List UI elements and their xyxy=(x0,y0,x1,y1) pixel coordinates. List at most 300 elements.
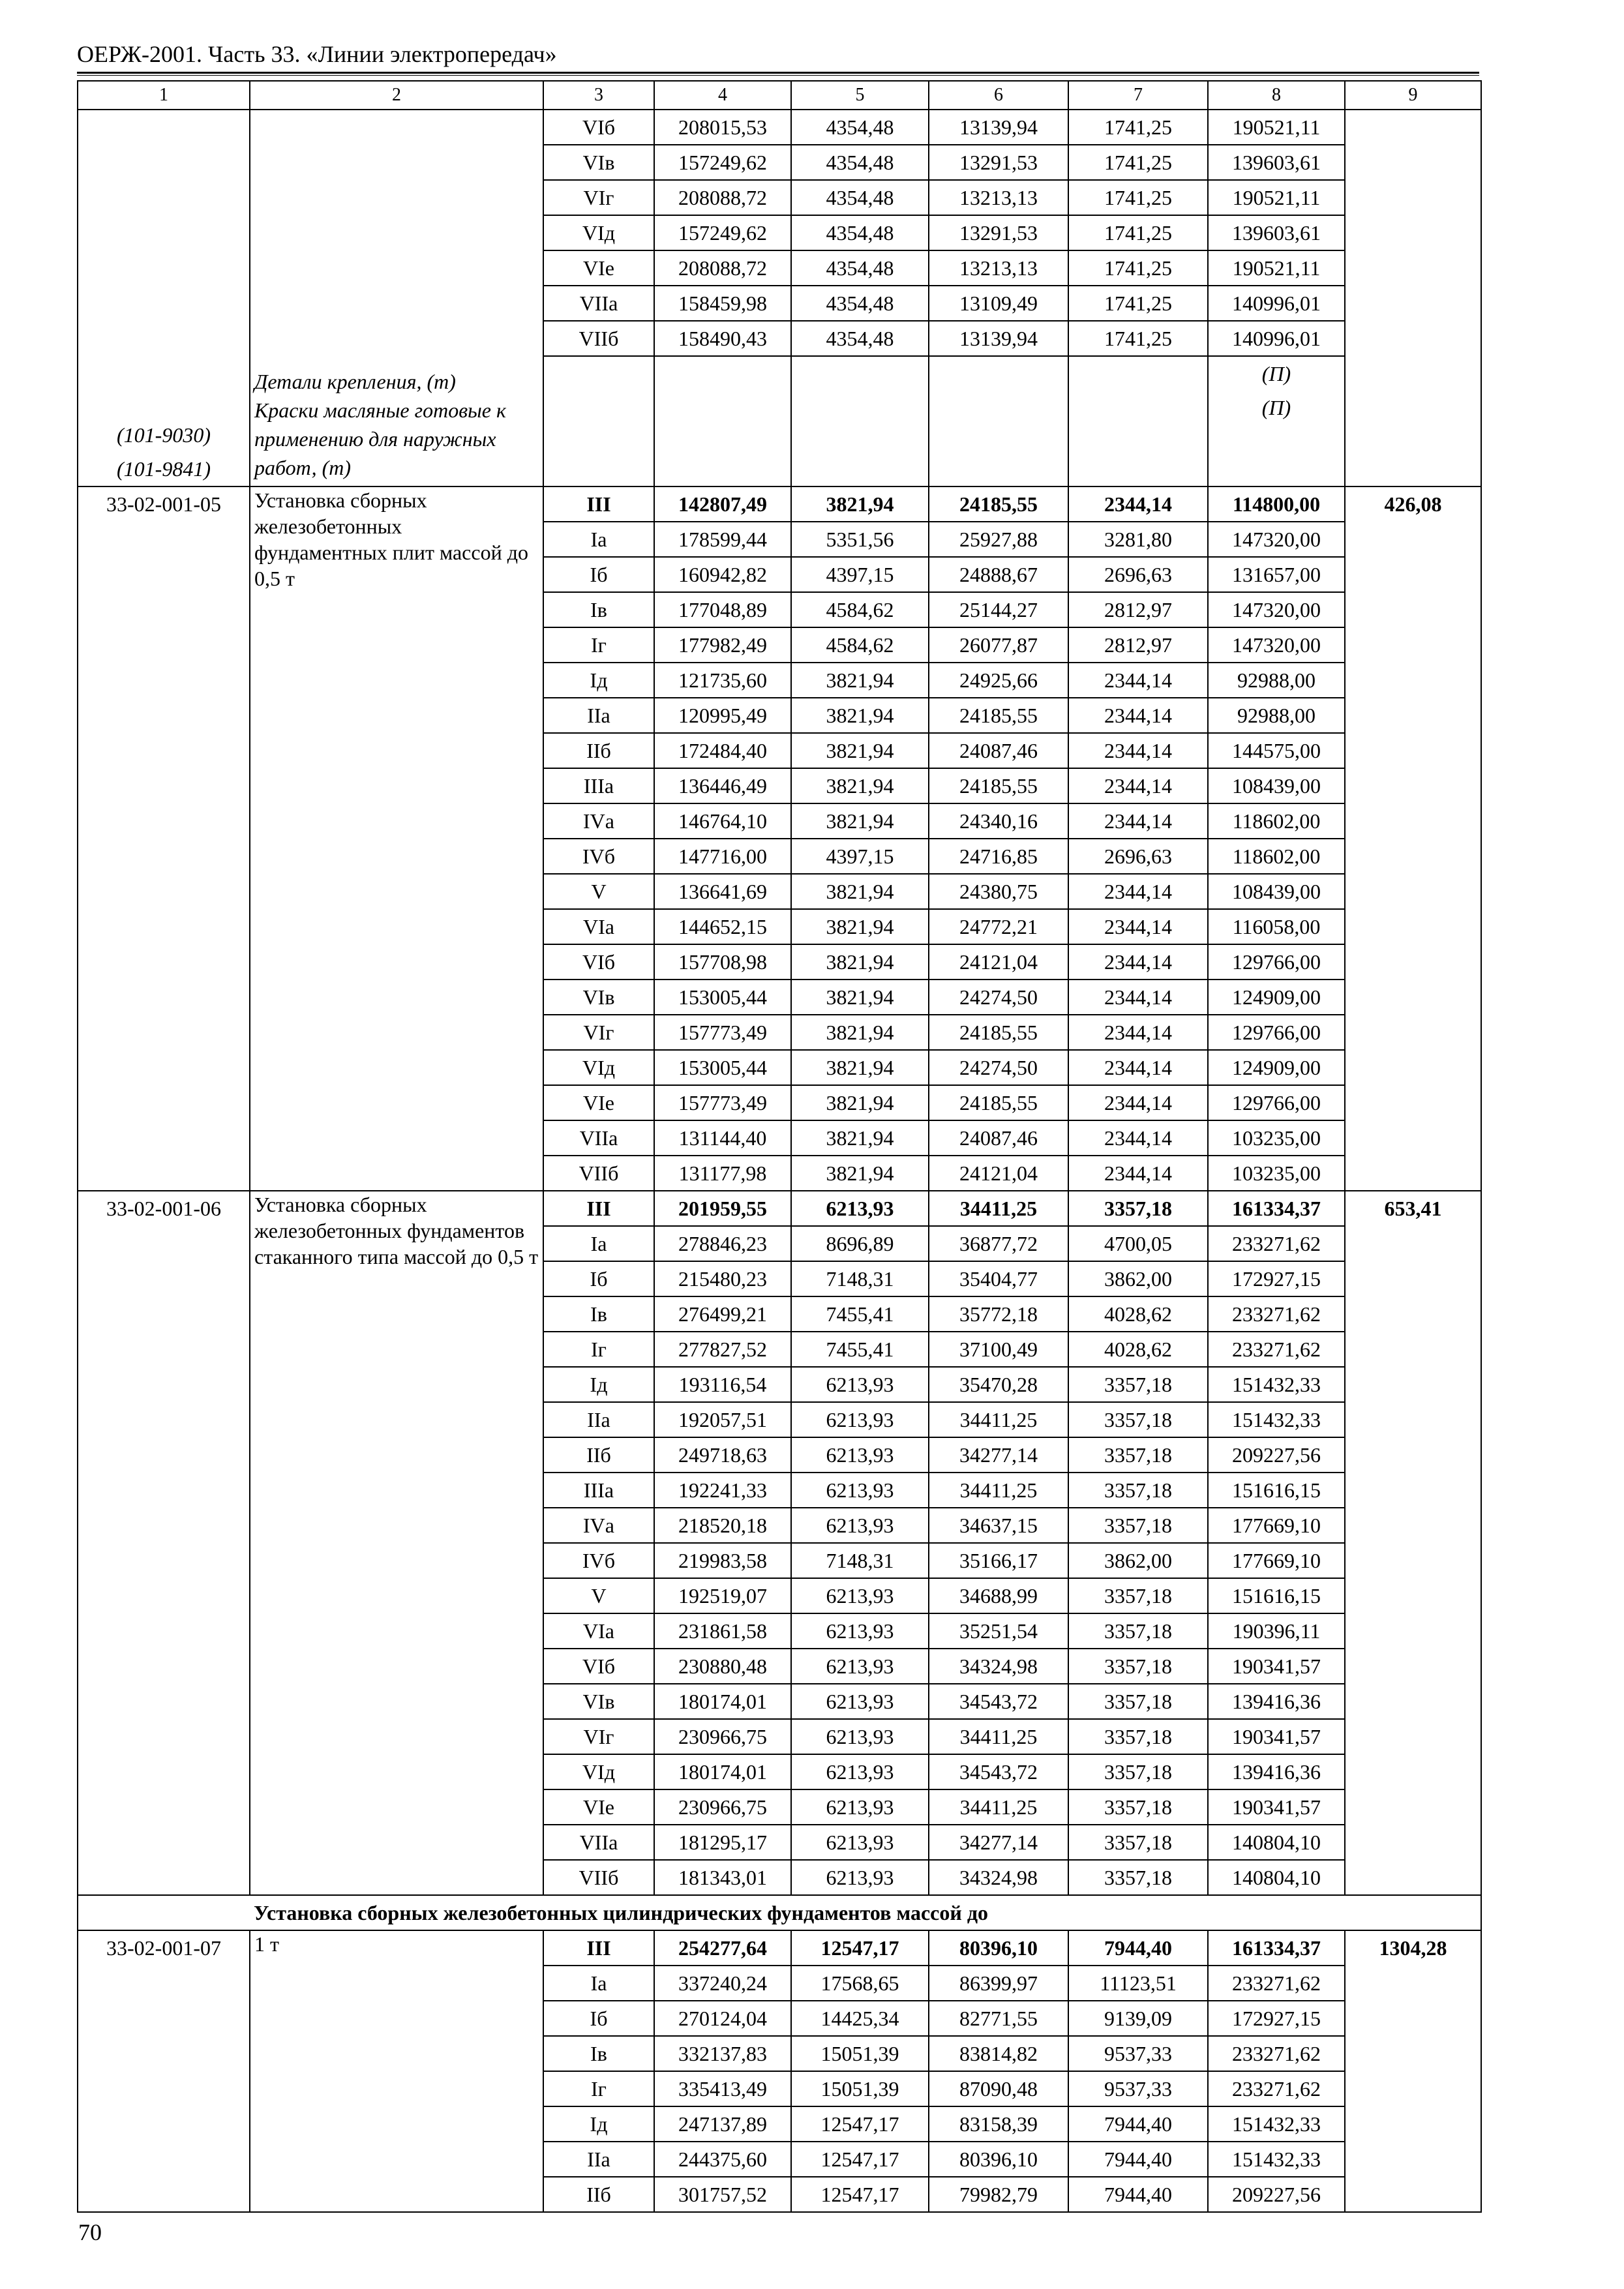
column-number-row xyxy=(78,81,1481,110)
table-row xyxy=(78,1930,1481,1966)
operator-wage-cell: 2344,14 xyxy=(1068,1085,1208,1120)
labor-cost-cell: 6213,93 xyxy=(791,1578,929,1613)
operator-wage-cell: 4028,62 xyxy=(1068,1296,1208,1332)
total-cost-cell: 335413,49 xyxy=(654,2071,791,2106)
rate-description: Установка сборных железобетонных фундаментов стаканного типа массой до 0,5 т xyxy=(250,1191,543,1895)
operator-wage-cell: 3862,00 xyxy=(1068,1261,1208,1296)
zone-cell: IIб xyxy=(543,2177,654,2212)
materials-cost-cell: 139603,61 xyxy=(1208,215,1345,250)
labor-cost-cell: 15051,39 xyxy=(791,2036,929,2071)
materials-cost-cell: 108439,00 xyxy=(1208,874,1345,909)
zone-cell: III xyxy=(543,1191,654,1226)
zone-cell: VIIб xyxy=(543,321,654,356)
column-number: 1 xyxy=(78,81,250,110)
zone-cell: VIIб xyxy=(543,1860,654,1895)
labor-cost-cell: 12547,17 xyxy=(791,2142,929,2177)
zone-cell: VIг xyxy=(543,1719,654,1754)
empty-cell xyxy=(791,356,929,486)
labor-cost-cell: 7148,31 xyxy=(791,1261,929,1296)
total-cost-cell: 177048,89 xyxy=(654,592,791,627)
materials-cost-cell: 233271,62 xyxy=(1208,1332,1345,1367)
operator-wage-cell: 3357,18 xyxy=(1068,1508,1208,1543)
labor-cost-cell: 7148,31 xyxy=(791,1543,929,1578)
operator-wage-cell: 1741,25 xyxy=(1068,286,1208,321)
labor-cost-cell: 12547,17 xyxy=(791,2177,929,2212)
materials-cost-cell: 172927,15 xyxy=(1208,2001,1345,2036)
zone-cell: IIа xyxy=(543,2142,654,2177)
empty-cell xyxy=(78,1895,250,1930)
operator-wage-cell: 3357,18 xyxy=(1068,1613,1208,1649)
operator-wage-cell: 2344,14 xyxy=(1068,1050,1208,1085)
operator-wage-cell: 2696,63 xyxy=(1068,557,1208,592)
zone-cell: IVб xyxy=(543,1543,654,1578)
materials-cost-cell: 151432,33 xyxy=(1208,1402,1345,1437)
total-cost-cell: 193116,54 xyxy=(654,1367,791,1402)
total-cost-cell: 180174,01 xyxy=(654,1754,791,1789)
materials-cost-cell: 118602,00 xyxy=(1208,839,1345,874)
operator-wage-cell: 2696,63 xyxy=(1068,839,1208,874)
machine-cost-cell: 24925,66 xyxy=(929,663,1068,698)
total-cost-cell: 136641,69 xyxy=(654,874,791,909)
total-cost-cell: 172484,40 xyxy=(654,733,791,768)
materials-cost-cell: 172927,15 xyxy=(1208,1261,1345,1296)
materials-cost-cell: 118602,00 xyxy=(1208,803,1345,839)
total-cost-cell: 332137,83 xyxy=(654,2036,791,2071)
materials-cost-cell: 190521,11 xyxy=(1208,110,1345,145)
zone-cell: IIб xyxy=(543,733,654,768)
materials-cost-cell: 114800,00 xyxy=(1208,486,1345,522)
total-cost-cell: 201959,55 xyxy=(654,1191,791,1226)
operator-wage-cell: 3357,18 xyxy=(1068,1860,1208,1895)
materials-cost-cell: 140804,10 xyxy=(1208,1825,1345,1860)
materials-cost-cell: 151432,33 xyxy=(1208,2106,1345,2142)
labor-cost-cell: 3821,94 xyxy=(791,874,929,909)
materials-cost-cell: 139603,61 xyxy=(1208,145,1345,180)
zone-cell: IIIа xyxy=(543,768,654,803)
total-cost-cell: 157773,49 xyxy=(654,1085,791,1120)
materials-cost-cell: 147320,00 xyxy=(1208,522,1345,557)
materials-cost-cell: 209227,56 xyxy=(1208,2177,1345,2212)
machine-cost-cell: 35251,54 xyxy=(929,1613,1068,1649)
total-cost-cell: 120995,49 xyxy=(654,698,791,733)
column-number: 6 xyxy=(929,81,1068,110)
machine-cost-cell: 13291,53 xyxy=(929,145,1068,180)
labor-cost-cell: 6213,93 xyxy=(791,1191,929,1226)
labor-cost-cell: 7455,41 xyxy=(791,1332,929,1367)
material-name: Детали крепления, (т) xyxy=(254,370,456,393)
zone-cell: IIа xyxy=(543,698,654,733)
operator-wage-cell: 1741,25 xyxy=(1068,321,1208,356)
zone-cell: V xyxy=(543,874,654,909)
materials-cost-cell: 233271,62 xyxy=(1208,1966,1345,2001)
total-cost-cell: 192057,51 xyxy=(654,1402,791,1437)
total-cost-cell: 131177,98 xyxy=(654,1156,791,1191)
header-rule xyxy=(77,72,1479,74)
table-body xyxy=(78,110,1481,2212)
zone-cell: III xyxy=(543,486,654,522)
page-number: 70 xyxy=(78,2219,102,2245)
operator-wage-cell: 3357,18 xyxy=(1068,1825,1208,1860)
operator-wage-cell: 2812,97 xyxy=(1068,592,1208,627)
materials-cost-cell: 147320,00 xyxy=(1208,592,1345,627)
machine-cost-cell: 34324,98 xyxy=(929,1649,1068,1684)
operator-wage-cell: 3357,18 xyxy=(1068,1684,1208,1719)
machine-cost-cell: 80396,10 xyxy=(929,2142,1068,2177)
machine-cost-cell: 83158,39 xyxy=(929,2106,1068,2142)
rate-description: Установка сборных железобетонных фундаментных плит массой до 0,5 т xyxy=(250,486,543,1191)
machine-cost-cell: 24121,04 xyxy=(929,944,1068,980)
total-cost-cell: 219983,58 xyxy=(654,1543,791,1578)
operator-wage-cell: 2344,14 xyxy=(1068,909,1208,944)
total-cost-cell: 301757,52 xyxy=(654,2177,791,2212)
total-cost-cell: 231861,58 xyxy=(654,1613,791,1649)
total-cost-cell: 157773,49 xyxy=(654,1015,791,1050)
total-cost-cell: 157249,62 xyxy=(654,145,791,180)
operator-wage-cell: 1741,25 xyxy=(1068,145,1208,180)
labor-cost-cell: 4354,48 xyxy=(791,250,929,286)
material-mark: (П) xyxy=(1261,396,1291,419)
operator-wage-cell: 2344,14 xyxy=(1068,733,1208,768)
total-cost-cell: 192519,07 xyxy=(654,1578,791,1613)
zone-cell: IIIа xyxy=(543,1473,654,1508)
zone-cell: Iб xyxy=(543,2001,654,2036)
machine-cost-cell: 13109,49 xyxy=(929,286,1068,321)
rate-code: 33-02-001-05 xyxy=(78,486,250,1191)
machine-cost-cell: 13213,13 xyxy=(929,250,1068,286)
zone-cell: VIб xyxy=(543,110,654,145)
machine-cost-cell: 34637,15 xyxy=(929,1508,1068,1543)
labor-cost-cell: 6213,93 xyxy=(791,1402,929,1437)
column-number: 3 xyxy=(543,81,654,110)
materials-cost-cell: 151616,15 xyxy=(1208,1473,1345,1508)
labor-cost-cell: 3821,94 xyxy=(791,733,929,768)
labor-cost-cell: 4354,48 xyxy=(791,321,929,356)
zone-cell: VIг xyxy=(543,1015,654,1050)
labor-cost-cell: 6213,93 xyxy=(791,1613,929,1649)
material-code: (101-9030) xyxy=(117,423,211,447)
zone-cell: Iд xyxy=(543,1367,654,1402)
machine-cost-cell: 35470,28 xyxy=(929,1367,1068,1402)
total-cost-cell: 244375,60 xyxy=(654,2142,791,2177)
material-name: Краски масляные готовые к применению для наружных работ, (т) xyxy=(254,398,506,479)
zone-cell: VIе xyxy=(543,1789,654,1825)
machine-cost-cell: 24087,46 xyxy=(929,1120,1068,1156)
operator-wage-cell: 4700,05 xyxy=(1068,1226,1208,1261)
labor-cost-cell: 7455,41 xyxy=(791,1296,929,1332)
section-heading-row xyxy=(78,1895,1481,1930)
operator-wage-cell: 3281,80 xyxy=(1068,522,1208,557)
machine-cost-cell: 26077,87 xyxy=(929,627,1068,663)
materials-cost-cell: 209227,56 xyxy=(1208,1437,1345,1473)
machine-cost-cell: 35166,17 xyxy=(929,1543,1068,1578)
zone-cell: IVб xyxy=(543,839,654,874)
operator-wage-cell: 3357,18 xyxy=(1068,1191,1208,1226)
machine-cost-cell: 80396,10 xyxy=(929,1930,1068,1966)
labor-cost-cell: 3821,94 xyxy=(791,803,929,839)
machine-cost-cell: 24087,46 xyxy=(929,733,1068,768)
zone-cell: Iа xyxy=(543,522,654,557)
labor-cost-cell: 4584,62 xyxy=(791,627,929,663)
machine-cost-cell: 34411,25 xyxy=(929,1789,1068,1825)
labor-cost-cell: 4584,62 xyxy=(791,592,929,627)
operator-wage-cell: 1741,25 xyxy=(1068,110,1208,145)
machine-cost-cell: 24274,50 xyxy=(929,980,1068,1015)
materials-cost-cell: 151432,33 xyxy=(1208,1367,1345,1402)
machine-cost-cell: 13139,94 xyxy=(929,110,1068,145)
total-cost-cell: 181343,01 xyxy=(654,1860,791,1895)
zone-cell: VIв xyxy=(543,980,654,1015)
materials-cost-cell: 233271,62 xyxy=(1208,1226,1345,1261)
column-number: 2 xyxy=(250,81,543,110)
total-cost-cell: 208015,53 xyxy=(654,110,791,145)
labor-cost-cell: 6213,93 xyxy=(791,1860,929,1895)
materials-cost-cell: 92988,00 xyxy=(1208,663,1345,698)
machine-cost-cell: 25927,88 xyxy=(929,522,1068,557)
labor-cost-cell: 6213,93 xyxy=(791,1719,929,1754)
total-cost-cell: 136446,49 xyxy=(654,768,791,803)
labor-cost-cell: 4354,48 xyxy=(791,145,929,180)
materials-cost-cell: 190521,11 xyxy=(1208,180,1345,215)
zone-cell: Iг xyxy=(543,627,654,663)
operator-wage-cell: 3357,18 xyxy=(1068,1719,1208,1754)
empty-cell xyxy=(543,356,654,486)
machine-cost-cell: 34411,25 xyxy=(929,1473,1068,1508)
total-cost-cell: 181295,17 xyxy=(654,1825,791,1860)
machine-cost-cell: 34543,72 xyxy=(929,1754,1068,1789)
labor-cost-cell: 6213,93 xyxy=(791,1789,929,1825)
empty-cell xyxy=(654,356,791,486)
zone-cell: IVа xyxy=(543,803,654,839)
zone-cell: VIв xyxy=(543,145,654,180)
operator-wage-cell: 1741,25 xyxy=(1068,180,1208,215)
labor-cost-cell: 4354,48 xyxy=(791,286,929,321)
machine-cost-cell: 13213,13 xyxy=(929,180,1068,215)
operator-wage-cell: 4028,62 xyxy=(1068,1332,1208,1367)
operator-wage-cell: 3357,18 xyxy=(1068,1754,1208,1789)
operator-wage-cell: 7944,40 xyxy=(1068,1930,1208,1966)
zone-cell: Iб xyxy=(543,1261,654,1296)
total-cost-cell: 208088,72 xyxy=(654,180,791,215)
total-cost-cell: 247137,89 xyxy=(654,2106,791,2142)
operator-wage-cell: 7944,40 xyxy=(1068,2106,1208,2142)
total-cost-cell: 215480,23 xyxy=(654,1261,791,1296)
operator-wage-cell: 9537,33 xyxy=(1068,2071,1208,2106)
materials-cost-cell: 124909,00 xyxy=(1208,980,1345,1015)
table-row xyxy=(78,1191,1481,1226)
materials-cost-cell: 190341,57 xyxy=(1208,1649,1345,1684)
table-row xyxy=(78,110,1481,145)
machine-cost-cell: 34411,25 xyxy=(929,1191,1068,1226)
total-cost-cell: 131144,40 xyxy=(654,1120,791,1156)
total-cost-cell: 153005,44 xyxy=(654,980,791,1015)
labor-cost-cell: 4397,15 xyxy=(791,557,929,592)
rates-table xyxy=(77,80,1482,2213)
total-cost-cell: 158459,98 xyxy=(654,286,791,321)
machine-cost-cell: 35772,18 xyxy=(929,1296,1068,1332)
total-cost-cell: 230966,75 xyxy=(654,1719,791,1754)
labor-cost-cell: 3821,94 xyxy=(791,980,929,1015)
zone-cell: IIб xyxy=(543,1437,654,1473)
operator-wage-cell: 2344,14 xyxy=(1068,874,1208,909)
labor-cost-cell: 4397,15 xyxy=(791,839,929,874)
total-cost-cell: 208088,72 xyxy=(654,250,791,286)
machine-cost-cell: 36877,72 xyxy=(929,1226,1068,1261)
materials-cost-cell: 124909,00 xyxy=(1208,1050,1345,1085)
zone-cell: VIа xyxy=(543,909,654,944)
machine-cost-cell: 34411,25 xyxy=(929,1402,1068,1437)
labor-cost-cell: 12547,17 xyxy=(791,2106,929,2142)
zone-cell: VIб xyxy=(543,1649,654,1684)
total-cost-cell: 144652,15 xyxy=(654,909,791,944)
operator-wage-cell: 3357,18 xyxy=(1068,1789,1208,1825)
total-cost-cell: 254277,64 xyxy=(654,1930,791,1966)
labor-cost-cell: 6213,93 xyxy=(791,1649,929,1684)
total-cost-cell: 270124,04 xyxy=(654,2001,791,2036)
materials-cost-cell: 151432,33 xyxy=(1208,2142,1345,2177)
operator-wage-cell: 2344,14 xyxy=(1068,803,1208,839)
zone-cell: Iг xyxy=(543,1332,654,1367)
labor-cost-cell: 3821,94 xyxy=(791,909,929,944)
total-cost-cell: 178599,44 xyxy=(654,522,791,557)
machine-cost-cell: 24185,55 xyxy=(929,768,1068,803)
labor-cost-cell: 6213,93 xyxy=(791,1508,929,1543)
zone-cell: IVа xyxy=(543,1508,654,1543)
zone-cell: Iв xyxy=(543,1296,654,1332)
machine-cost-cell: 82771,55 xyxy=(929,2001,1068,2036)
operator-wage-cell: 1741,25 xyxy=(1068,250,1208,286)
materials-cost-cell: 140804,10 xyxy=(1208,1860,1345,1895)
zone-cell: VIIб xyxy=(543,1156,654,1191)
material-code: (101-9841) xyxy=(117,457,211,481)
materials-cost-cell: 190341,57 xyxy=(1208,1789,1345,1825)
operator-wage-cell: 3357,18 xyxy=(1068,1437,1208,1473)
labor-cost-cell: 6213,93 xyxy=(791,1437,929,1473)
operator-wage-cell: 3357,18 xyxy=(1068,1402,1208,1437)
operator-wage-cell: 3357,18 xyxy=(1068,1578,1208,1613)
total-cost-cell: 142807,49 xyxy=(654,486,791,522)
operator-wage-cell: 3357,18 xyxy=(1068,1473,1208,1508)
labor-cost-cell: 17568,65 xyxy=(791,1966,929,2001)
materials-cost-cell: 139416,36 xyxy=(1208,1684,1345,1719)
operator-wage-cell: 2344,14 xyxy=(1068,980,1208,1015)
empty-cell xyxy=(929,356,1068,486)
operator-wage-cell: 2344,14 xyxy=(1068,663,1208,698)
machine-cost-cell: 24274,50 xyxy=(929,1050,1068,1085)
operator-wage-cell: 2812,97 xyxy=(1068,627,1208,663)
materials-cost-cell: 140996,01 xyxy=(1208,286,1345,321)
zone-cell: Iб xyxy=(543,557,654,592)
zone-cell: VIв xyxy=(543,1684,654,1719)
total-cost-cell: 158490,43 xyxy=(654,321,791,356)
operator-wage-cell: 7944,40 xyxy=(1068,2142,1208,2177)
labor-cost-cell: 4354,48 xyxy=(791,110,929,145)
rate-code: 33-02-001-06 xyxy=(78,1191,250,1895)
total-cost-cell: 230966,75 xyxy=(654,1789,791,1825)
machine-cost-cell: 24185,55 xyxy=(929,698,1068,733)
materials-cost-cell: 161334,37 xyxy=(1208,1930,1345,1966)
materials-cost-cell: 139416,36 xyxy=(1208,1754,1345,1789)
machine-cost-cell: 24340,16 xyxy=(929,803,1068,839)
operator-wage-cell: 2344,14 xyxy=(1068,768,1208,803)
materials-cost-cell: 190341,57 xyxy=(1208,1719,1345,1754)
machine-cost-cell: 83814,82 xyxy=(929,2036,1068,2071)
operator-wage-cell: 3862,00 xyxy=(1068,1543,1208,1578)
materials-cost-cell: 103235,00 xyxy=(1208,1156,1345,1191)
total-cost-cell: 337240,24 xyxy=(654,1966,791,2001)
zone-cell: VIб xyxy=(543,944,654,980)
machine-cost-cell: 24380,75 xyxy=(929,874,1068,909)
machine-cost-cell: 34543,72 xyxy=(929,1684,1068,1719)
section-heading: Установка сборных железобетонных цилиндрических фундаментов массой до xyxy=(250,1895,1481,1930)
machine-cost-cell: 24121,04 xyxy=(929,1156,1068,1191)
materials-cost-cell: 151616,15 xyxy=(1208,1578,1345,1613)
labor-cost-cell: 3821,94 xyxy=(791,1050,929,1085)
rate-description: 1 т xyxy=(250,1930,543,2212)
materials-cost-cell: 233271,62 xyxy=(1208,2036,1345,2071)
zone-cell: Iа xyxy=(543,1966,654,2001)
total-cost-cell: 147716,00 xyxy=(654,839,791,874)
materials-cost-cell: 177669,10 xyxy=(1208,1508,1345,1543)
empty-cell xyxy=(1068,356,1208,486)
total-cost-cell: 249718,63 xyxy=(654,1437,791,1473)
materials-cost-cell: 144575,00 xyxy=(1208,733,1345,768)
header-rule-thin xyxy=(77,75,1479,76)
labor-cost-cell: 3821,94 xyxy=(791,944,929,980)
zone-cell: VIIа xyxy=(543,286,654,321)
labor-cost-cell: 3821,94 xyxy=(791,698,929,733)
col9-value: 426,08 xyxy=(1345,486,1481,1191)
labor-cost-cell: 4354,48 xyxy=(791,180,929,215)
total-cost-cell: 177982,49 xyxy=(654,627,791,663)
total-cost-cell: 277827,52 xyxy=(654,1332,791,1367)
labor-cost-cell: 8696,89 xyxy=(791,1226,929,1261)
labor-cost-cell: 6213,93 xyxy=(791,1473,929,1508)
zone-cell: Iд xyxy=(543,2106,654,2142)
machine-cost-cell: 13139,94 xyxy=(929,321,1068,356)
labor-cost-cell: 6213,93 xyxy=(791,1825,929,1860)
machine-cost-cell: 24772,21 xyxy=(929,909,1068,944)
operator-wage-cell: 9537,33 xyxy=(1068,2036,1208,2071)
column-number: 9 xyxy=(1345,81,1481,110)
column-number: 8 xyxy=(1208,81,1345,110)
zone-cell: VIIа xyxy=(543,1120,654,1156)
materials-cost-cell: 129766,00 xyxy=(1208,944,1345,980)
table-row xyxy=(78,486,1481,522)
operator-wage-cell: 2344,14 xyxy=(1068,698,1208,733)
labor-cost-cell: 6213,93 xyxy=(791,1754,929,1789)
machine-cost-cell: 24888,67 xyxy=(929,557,1068,592)
material-code-cell xyxy=(78,110,250,486)
col9-cell xyxy=(1345,110,1481,486)
machine-cost-cell: 24185,55 xyxy=(929,486,1068,522)
machine-cost-cell: 34688,99 xyxy=(929,1578,1068,1613)
zone-cell: VIа xyxy=(543,1613,654,1649)
zone-cell: VIд xyxy=(543,1050,654,1085)
total-cost-cell: 230880,48 xyxy=(654,1649,791,1684)
zone-cell: Iв xyxy=(543,2036,654,2071)
machine-cost-cell: 24716,85 xyxy=(929,839,1068,874)
column-number: 7 xyxy=(1068,81,1208,110)
labor-cost-cell: 3821,94 xyxy=(791,1015,929,1050)
machine-cost-cell: 25144,27 xyxy=(929,592,1068,627)
machine-cost-cell: 79982,79 xyxy=(929,2177,1068,2212)
labor-cost-cell: 3821,94 xyxy=(791,768,929,803)
zone-cell: III xyxy=(543,1930,654,1966)
material-name-cell xyxy=(250,110,543,486)
machine-cost-cell: 37100,49 xyxy=(929,1332,1068,1367)
machine-cost-cell: 86399,97 xyxy=(929,1966,1068,2001)
zone-cell: V xyxy=(543,1578,654,1613)
